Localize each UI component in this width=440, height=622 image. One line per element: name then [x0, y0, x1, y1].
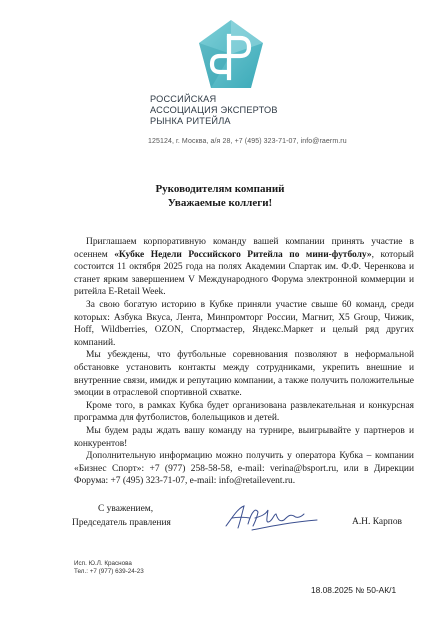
document-reference: 18.08.2025 № 50-АК/1	[311, 585, 397, 595]
org-name-line: РОССИЙСКАЯ	[150, 94, 217, 104]
org-contacts: 125124, г. Москва, а/я 28, +7 (495) 323-71-07, info@raerm.ru	[148, 138, 347, 145]
handwritten-signature	[222, 500, 322, 534]
paragraph-welcome: Мы будем рады ждать вашу команду на турнире, выигрывайте у партнеров и конкурентов!	[74, 425, 414, 449]
paragraph-history: За свою богатую историю в Кубке приняли участие свыше 60 команд, среди которых: Азбука Вкуса, Лента, Минпромторг России, Магнит, X5 Group, Чижик, Hoff, Wildberries, OZON, Спортмастер, Яндекс.Маркет и целый ряд других компаний.	[74, 299, 414, 348]
paragraph-contacts: Дополнительную информацию можно получить у оператора Кубка – компании «Бизнес Спорт»: +7 (977) 258-58-58, e-mail: verina@bsport.ru, или в Дирекции Форума: +7 (495) 323-71-07, e-mail: info@retailevent.ru.	[74, 451, 414, 487]
closing-block	[72, 503, 171, 530]
signer-title: Председатель правления	[72, 517, 171, 528]
greeting-line: Уважаемые коллеги!	[167, 197, 273, 209]
organization-name	[150, 94, 310, 128]
cup-name: «Кубке Недели Российского Ритейла по мини-футболу»	[114, 249, 372, 260]
paragraph-invitation: Приглашаем корпоративную команду вашей компании принять участие в осеннем «Кубке Недели Российского Ритейла по мини-футболу», который состоится 11 октября 2025 года на полях Академии Спартак им. Ф.Ф. Черенкова и станет ярким завершением V Международного Форума электронной коммерции и ритейла E-Retail Week.	[74, 237, 414, 298]
executor-phone: Тел.: +7 (977) 639-24-23	[74, 568, 144, 576]
letter-body	[74, 236, 414, 488]
signer-name: А.Н. Карпов	[352, 517, 403, 527]
org-name-line: АССОЦИАЦИЯ ЭКСПЕРТОВ	[150, 105, 278, 116]
raerm-logo-icon	[196, 18, 266, 90]
regards-line: С уважением,	[98, 504, 154, 514]
letter-heading	[0, 182, 440, 210]
org-name-line: РЫНКА РИТЕЙЛА	[150, 116, 231, 127]
paragraph-program: Кроме того, в рамках Кубка будет организована развлекательная и конкурсная программа для футболистов, болельщиков и детей.	[74, 400, 414, 424]
paragraph-benefits: Мы убеждены, что футбольные соревнования позволяют в неформальной обстановке установить контакты между сотрудниками, укрепить внешние и внутренние связи, имидж и репутацию компании, а также получить положительные эмоции в отраслевой спортивной схватке.	[74, 350, 414, 399]
executor-info	[74, 560, 144, 577]
executor-name: Исп. Ю.Л. Краснова	[74, 560, 132, 567]
addressee-line: Руководителям компаний	[155, 183, 285, 195]
